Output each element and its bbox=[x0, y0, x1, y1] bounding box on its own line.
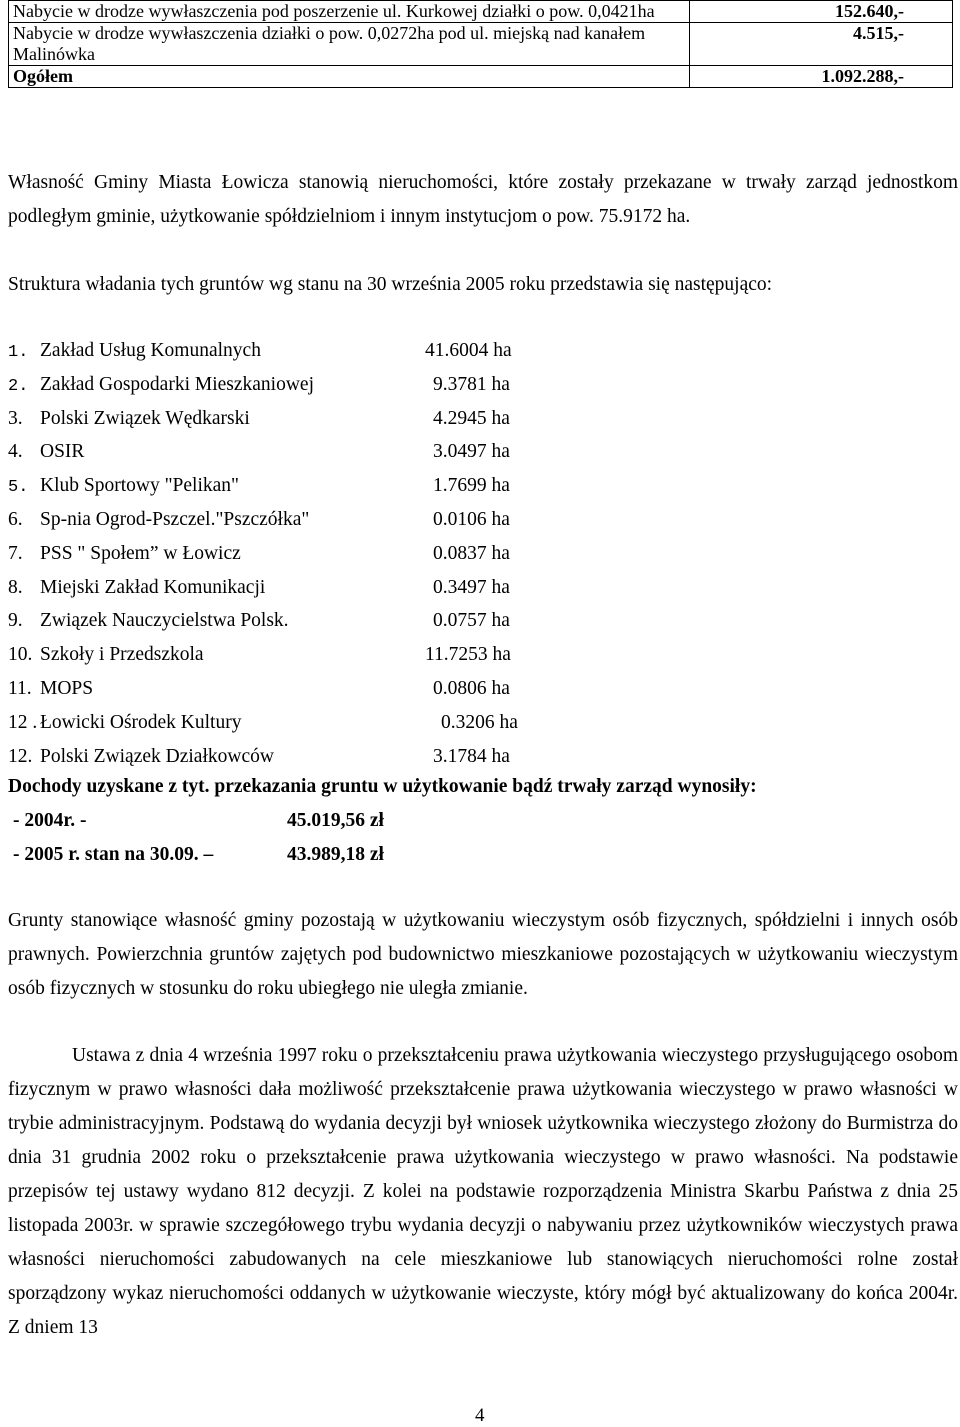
list-item bbox=[8, 469, 510, 503]
entity-name: Miejski Zakład Komunikacji bbox=[40, 576, 266, 598]
item-number: 9. bbox=[8, 610, 23, 632]
income-label: - 2005 r. stan na 30.09. – bbox=[13, 844, 214, 865]
entity-name: Sp-nia Ogrod-Pszczel."Pszczółka" bbox=[40, 508, 310, 530]
item-number: 2. bbox=[8, 376, 29, 396]
income-label: - 2004r. - bbox=[13, 810, 87, 831]
entity-area: 11.7253 ha bbox=[425, 644, 511, 666]
item-number: 1. bbox=[8, 343, 29, 362]
entity-area: 3.1784 ha bbox=[433, 745, 510, 767]
entity-area: 0.3206 ha bbox=[441, 711, 518, 733]
income-row-2004 bbox=[8, 804, 384, 838]
entity-name: Polski Związek Działkowców bbox=[40, 745, 274, 767]
income-heading: Dochody uzyskane z tyt. przekazania gruntu w użytkowanie bądź trwały zarząd wynosiły: bbox=[8, 776, 757, 797]
item-number: 4. bbox=[8, 441, 23, 463]
grounds-paragraph: Grunty stanowiące własność gminy pozostają w użytkowaniu wieczystym osób fizycznych, spółdzielni i innych osób prawnych. Powierzchnia gruntów zajętych pod budownictwo mieszkaniowe pozostających w użytkowaniu wieczystym osób fizycznych w stosunku do roku ubiegłego nie uległa zmianie. bbox=[8, 910, 958, 999]
list-item bbox=[8, 740, 510, 774]
item-number: 11. bbox=[8, 677, 32, 699]
total-value: 1.092.288,- bbox=[690, 66, 953, 88]
row-value: 152.640,- bbox=[690, 1, 953, 23]
item-number: 8. bbox=[8, 576, 23, 598]
acquisition-table bbox=[8, 0, 953, 88]
list-item bbox=[8, 672, 510, 706]
item-number: 3. bbox=[8, 407, 23, 429]
entity-area: 4.2945 ha bbox=[433, 407, 510, 429]
entity-name: OSIR bbox=[40, 441, 85, 463]
item-number: 5. bbox=[8, 478, 29, 498]
entity-area: 0.3497 ha bbox=[433, 576, 510, 598]
entity-area: 1.7699 ha bbox=[433, 475, 510, 497]
entity-name: Związek Nauczycielstwa Polsk. bbox=[40, 610, 289, 632]
table-total-row bbox=[9, 66, 953, 88]
entity-area: 0.0106 ha bbox=[433, 508, 510, 530]
entity-area: 3.0497 ha bbox=[433, 441, 510, 463]
item-number: 10. bbox=[8, 644, 33, 666]
entity-area: 9.3781 ha bbox=[433, 373, 510, 395]
list-item bbox=[8, 706, 518, 740]
total-label: Ogółem bbox=[9, 66, 690, 88]
entity-name: Klub Sportowy "Pelikan" bbox=[40, 475, 239, 497]
item-number: 12. bbox=[8, 745, 33, 767]
row-description: Nabycie w drodze wywłaszczenia pod poszerzenie ul. Kurkowej działki o pow. 0,0421ha bbox=[9, 1, 690, 23]
list-item bbox=[8, 571, 510, 605]
entity-name: Zakład Usług Komunalnych bbox=[40, 340, 261, 361]
list-item bbox=[8, 334, 512, 368]
entity-list bbox=[8, 334, 518, 773]
list-item bbox=[8, 503, 510, 537]
table-row bbox=[9, 1, 953, 23]
item-number: 6. bbox=[8, 508, 23, 530]
row-value: 4.515,- bbox=[690, 23, 953, 66]
list-item bbox=[8, 402, 510, 436]
row-description: Nabycie w drodze wywłaszczenia działki o pow. 0,0272ha pod ul. miejską nad kanałem Malinówka bbox=[9, 23, 690, 66]
entity-area: 41.6004 ha bbox=[425, 340, 512, 361]
list-item bbox=[8, 638, 511, 672]
page-number: 4 bbox=[475, 1405, 485, 1426]
entity-name: Szkoły i Przedszkola bbox=[40, 644, 204, 666]
item-number: 7. bbox=[8, 542, 23, 564]
ownership-paragraph: Własność Gminy Miasta Łowicza stanowią nieruchomości, które zostały przekazane w trwały zarząd jednostkom podległym gminie, użytkowanie spółdzielniom i innym instytucjom o pow. 75.9172 ha. bbox=[8, 172, 958, 227]
item-number: 12 . bbox=[8, 711, 38, 733]
entity-name: Zakład Gospodarki Mieszkaniowej bbox=[40, 373, 315, 395]
law-paragraph: Ustawa z dnia 4 września 1997 roku o przekształceniu prawa użytkowania wieczystego przysługującego osobom fizycznym w prawo własności dała możliwość przekształcenie prawa użytkowania wieczystego w prawo własności w trybie administracyjnym. Podstawą do wydania decyzji był wniosek użytkownika wieczystego złożony do Burmistrza do dnia 31 grudnia 2002 roku o przekształcenie prawa użytkowania wieczystego w prawo własności. Na podstawie przepisów tej ustawy wydano 812 decyzji. Z kolei na podstawie rozporządzenia Ministra Skarbu Państwa z dnia 25 listopada 2003r. w sprawie szczegółowego trybu wydania decyzji o nabywaniu przez użytkowników wieczystych prawa własności nieruchomości zabudowanych na cele mieszkaniowe lub stanowiących nieruchomości rolne został sporządzony wykaz nieruchomości oddanych w użytkowanie wieczyste, który mógł być aktualizowany do końca 2004r. Z dniem 13 bbox=[8, 1045, 958, 1338]
list-item bbox=[8, 537, 510, 571]
income-amount: 45.019,56 zł bbox=[287, 810, 384, 831]
entity-name: MOPS bbox=[40, 677, 94, 699]
entity-name: Łowicki Ośrodek Kultury bbox=[40, 711, 242, 733]
income-row-2005 bbox=[8, 838, 384, 872]
entity-name: Polski Związek Wędkarski bbox=[40, 407, 250, 429]
entity-area: 0.0837 ha bbox=[433, 542, 510, 564]
list-item bbox=[8, 368, 510, 402]
table-row bbox=[9, 23, 953, 66]
entity-name: PSS " Społem” w Łowicz bbox=[40, 542, 241, 564]
list-item bbox=[8, 604, 510, 638]
income-amount: 43.989,18 zł bbox=[287, 844, 384, 865]
entity-area: 0.0806 ha bbox=[433, 677, 510, 699]
structure-paragraph: Struktura władania tych gruntów wg stanu na 30 września 2005 roku przedstawia się następująco: bbox=[8, 274, 773, 295]
list-item bbox=[8, 435, 510, 469]
entity-area: 0.0757 ha bbox=[433, 610, 510, 632]
